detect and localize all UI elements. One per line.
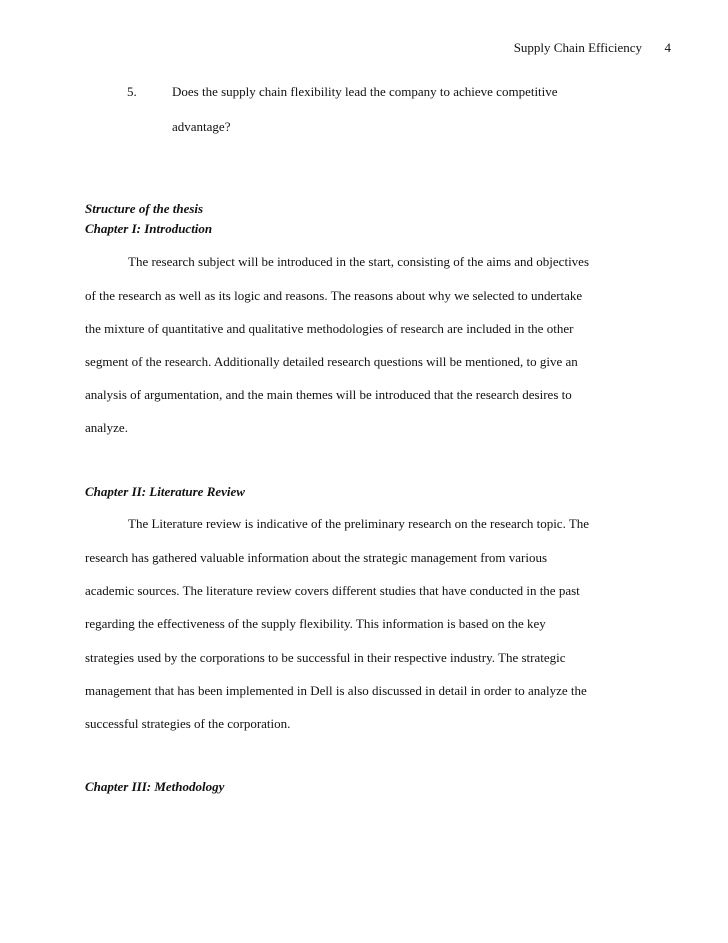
list-item-text-line: Does the supply chain flexibility lead the company to achieve competitive xyxy=(172,84,558,99)
paragraph-line: strategies used by the corporations to be successful in their respective industry. The strategic xyxy=(85,650,566,665)
chapter-heading-literature-review: Chapter II: Literature Review xyxy=(85,484,245,499)
paragraph-line: The Literature review is indicative of the preliminary research on the research topic. The xyxy=(128,516,590,531)
chapter-heading-methodology: Chapter III: Methodology xyxy=(85,779,225,794)
paragraph-line: successful strategies of the corporation. xyxy=(85,716,291,731)
paragraph-line: segment of the research. Additionally detailed research questions will be mentioned, to give an xyxy=(85,354,578,369)
paragraph-line: management that has been implemented in Dell is also discussed in detail in order to analyze the xyxy=(85,683,587,698)
paragraph-line: of the research as well as its logic and reasons. The reasons about why we selected to undertake xyxy=(85,288,583,303)
page-number: 4 xyxy=(664,40,671,55)
chapter-heading-introduction: Chapter I: Introduction xyxy=(85,221,213,236)
list-item-text-line: advantage? xyxy=(172,119,231,134)
paragraph-line: research has gathered valuable information about the strategic management from various xyxy=(85,550,548,565)
paragraph-line: analysis of argumentation, and the main themes will be introduced that the research desires to xyxy=(85,387,572,402)
paragraph-line: analyze. xyxy=(85,420,128,435)
paragraph-line: The research subject will be introduced in the start, consisting of the aims and objectives xyxy=(128,254,590,269)
paragraph-line: the mixture of quantitative and qualitative methodologies of research are included in the other xyxy=(85,321,574,336)
running-head: Supply Chain Efficiency xyxy=(513,40,642,55)
paragraph-line: academic sources. The literature review covers different studies that have conducted in the past xyxy=(85,583,580,598)
list-item-number: 5. xyxy=(127,84,137,99)
paragraph-line: regarding the effectiveness of the supply flexibility. This information is based on the key xyxy=(85,616,546,631)
structure-heading: Structure of the thesis xyxy=(85,201,204,216)
